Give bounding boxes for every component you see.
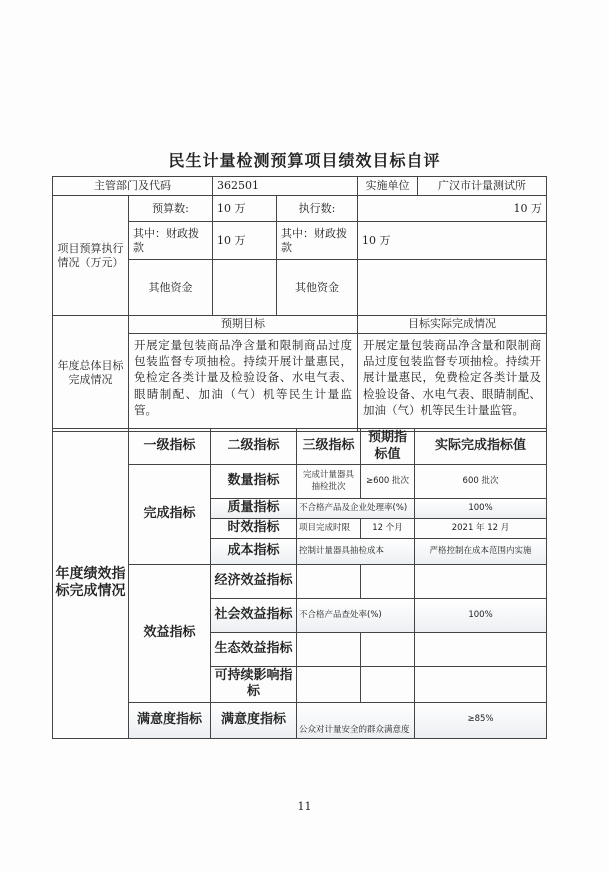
expected-goal-head: 预期目标 [129, 316, 358, 333]
l3-ecological [297, 633, 361, 667]
other-label-left: 其他资金 [129, 260, 213, 316]
l3-quality: 不合格产品及企业处理率(%) [297, 499, 415, 519]
l3-economic [297, 565, 361, 599]
actual-sustainable [415, 667, 547, 703]
other-value-left [213, 260, 277, 316]
l3-satisfaction: 公众对计量安全的群众满意度 [297, 702, 415, 738]
l3-social: 不合格产品查处率(%) [297, 599, 415, 633]
unit-label: 实施单位 [358, 177, 418, 196]
l2-economic: 经济效益指标 [211, 565, 297, 599]
page-title: 民生计量检测预算项目绩效目标自评 [168, 151, 441, 170]
expected-header: 预期指标值 [361, 429, 415, 465]
l2-satisfaction: 满意度指标 [211, 702, 297, 738]
header-row [53, 177, 547, 196]
l3-cost: 控制计量器具抽检成本 [297, 539, 415, 565]
l2-timeliness: 时效指标 [211, 519, 297, 539]
actual-goal-head: 目标实际完成情况 [358, 316, 547, 333]
actual-quantity: 600 批次 [415, 465, 547, 499]
l3-quantity: 完成计量器具抽检批次 [297, 465, 361, 499]
l3-sustainable [297, 667, 361, 703]
perf-header-row [53, 429, 547, 465]
actual-economic [415, 565, 547, 599]
l2-social: 社会效益指标 [211, 599, 297, 633]
actual-timeliness: 2021 年 12 月 [415, 519, 547, 539]
budget-value: 10 万 [213, 196, 277, 222]
group-completion: 完成指标 [129, 465, 211, 565]
performance-table [52, 428, 547, 739]
other-value-right [358, 260, 547, 316]
budget-goal-table [52, 176, 547, 432]
other-label-right: 其他资金 [277, 260, 358, 316]
page-number: 11 [297, 800, 312, 813]
l2-quality: 质量指标 [211, 499, 297, 519]
l3-header: 三级指标 [297, 429, 361, 465]
actual-goal-text: 开展定量包装商品净含量和限制商品过度包装监督专项抽检。持续开展计量惠民，免费检定各类计量及检验设备、水电气表、眼睛制配、加油（气）机等民生计量监管。 [358, 333, 547, 431]
fiscal-value-right: 10 万 [358, 222, 547, 260]
l2-header: 二级指标 [211, 429, 297, 465]
actual-cost: 严格控制在成本范围内实施 [415, 539, 547, 565]
expected-quantity: ≥600 批次 [361, 465, 415, 499]
dept-code: 362501 [213, 177, 358, 196]
fiscal-label-left: 其中：财政拨款 [129, 222, 213, 260]
actual-social: 100% [415, 599, 547, 633]
l1-header: 一级指标 [129, 429, 211, 465]
actual-satisfaction: ≥85% [415, 702, 547, 738]
fiscal-label-right: 其中：财政拨款 [277, 222, 358, 260]
actual-header: 实际完成指标值 [415, 429, 547, 465]
fiscal-value-left: 10 万 [213, 222, 277, 260]
perf-section-label: 年度绩效指标完成情况 [53, 429, 129, 739]
group-satisfaction: 满意度指标 [129, 702, 211, 738]
expected-economic [361, 565, 415, 599]
budget-row [53, 196, 547, 222]
budget-section-label: 项目预算执行情况（万元） [53, 196, 129, 316]
goal-section-label: 年度总体目标完成情况 [53, 316, 129, 431]
exec-value: 10 万 [358, 196, 547, 222]
dept-label: 主管部门及代码 [53, 177, 213, 196]
goal-head-row [53, 316, 547, 333]
l3-timeliness: 项目完成时限 [297, 519, 361, 539]
expected-goal-text: 开展定量包装商品净含量和限制商品过度包装监督专项抽检。持续开展计量惠民，免检定各类计量及检验设备、水电气表、眼睛制配、加油（气）机等民生计量监管。 [129, 333, 358, 431]
l2-quantity: 数量指标 [211, 465, 297, 499]
actual-ecological [415, 633, 547, 667]
exec-label: 执行数: [277, 196, 358, 222]
expected-ecological [361, 633, 415, 667]
actual-quality: 100% [415, 499, 547, 519]
group-benefit: 效益指标 [129, 565, 211, 703]
l2-ecological: 生态效益指标 [211, 633, 297, 667]
expected-timeliness: 12 个月 [361, 519, 415, 539]
l2-cost: 成本指标 [211, 539, 297, 565]
l2-sustainable: 可持续影响指标 [211, 667, 297, 703]
unit-name: 广汉市计量测试所 [418, 177, 547, 196]
expected-sustainable [361, 667, 415, 703]
budget-label: 预算数: [129, 196, 213, 222]
